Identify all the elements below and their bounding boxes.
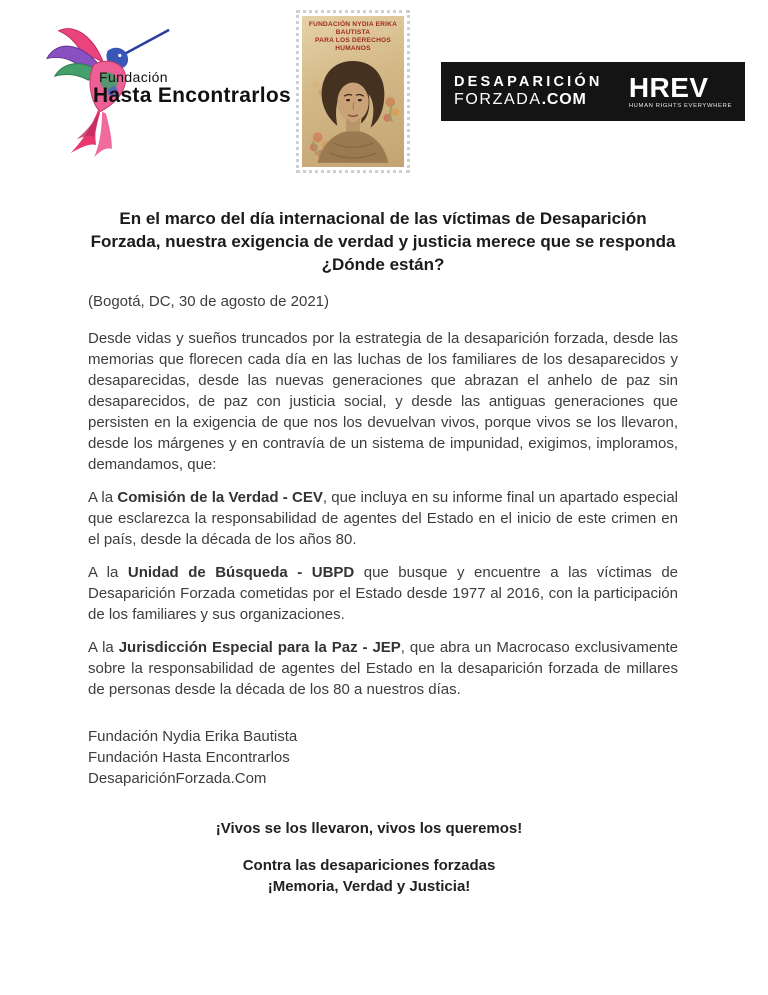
demand-entity: Comisión de la Verdad - CEV [117, 489, 323, 506]
document-title: En el marco del día internacional de las víctimas de Desaparición Forzada, nuestra exigencia de verdad y justicia merece que se responda ¿Dónde están? [90, 209, 676, 274]
stamp-inner [302, 16, 404, 167]
demand-prefix: A la [88, 489, 118, 506]
demand-paragraph-ubpd [88, 562, 678, 625]
demand-text: , que abra un Macrocaso exclusivamente sobre la responsabilidad de agentes del Estado en la desaparición forzada de millares de personas desde la década de los 80 a nuestros días. [88, 639, 679, 698]
hrev-text: HREV [628, 71, 709, 103]
signature-block [88, 726, 678, 789]
woman-portrait-icon [304, 49, 402, 167]
fhe-logo-text [93, 70, 291, 107]
signature-line: Fundación Hasta Encontrarlos [88, 749, 290, 766]
demand-prefix: A la [88, 639, 119, 656]
demand-prefix: A la [88, 564, 128, 581]
slogan-secondary-line2: ¡Memoria, Verdad y Justicia! [267, 878, 471, 895]
stamp-logo [296, 10, 410, 173]
demand-paragraph-cev [88, 487, 678, 550]
demand-text: , que incluya en su informe final un apartado especial que esclarezca la responsabilidad de agentes del Estado en el inicio de este crimen en el país, desde la década de los años 80. [88, 489, 678, 548]
df-word2-light: FORZADA [454, 91, 542, 109]
signature-line: DesapariciónForzada.Com [88, 770, 267, 787]
slogan-primary: ¡Vivos se los llevaron, vivos los queremos! [215, 820, 523, 837]
hrev-wordmark [628, 71, 732, 110]
slogan-secondary-line1: Contra las desapariciones forzadas [242, 857, 496, 874]
stamp-title [302, 16, 404, 53]
intro-paragraph: Desde vidas y sueños truncados por la estrategia de la desaparición forzada, desde las memorias que florecen cada día en las luchas de los familiares de los desaparecidos y desaparecidas, desde las nuevas generaciones que abrazan el anhelo de paz sin desaparecidos, de paz con justicia social, y desde las antiguas generaciones que persisten en la exigencia de que nos los devuelvan vivos, porque vivos se los llevaron, desde los márgenes y en contravía de un sistema de impunidad, exigimos, imploramos, demandamos, que: [88, 330, 678, 473]
document-body [88, 207, 678, 897]
demand-entity: Unidad de Búsqueda - UBPD [127, 564, 355, 581]
df-word2-suffix: .COM [541, 91, 587, 109]
demand-text: que busque y encuentre a las víctimas de Desaparición Forzada cometidas por el Estado desde 1977 al 2016, con la participación de los familiares y sus organizaciones. [88, 564, 678, 623]
closing-slogans [88, 818, 678, 897]
dateline: (Bogotá, DC, 30 de agosto de 2021) [88, 293, 329, 310]
stamp-title-line2: PARA LOS DERECHOS HUMANOS [315, 37, 391, 52]
fhe-logo [37, 12, 291, 167]
header [0, 0, 768, 185]
df-hrev-banner [441, 62, 745, 121]
df-word2 [454, 92, 603, 108]
demand-paragraph-jep [88, 637, 678, 700]
stamp-title-line1: FUNDACIÓN NYDIA ERIKA BAUTISTA [308, 21, 398, 36]
df-wordmark [454, 75, 603, 109]
df-word1: DESAPARICIÓN [454, 73, 603, 90]
hrev-subtext: HUMAN RIGHTS EVERYWHERE [628, 102, 732, 109]
fhe-name-line2: Hasta Encontrarlos [93, 83, 291, 107]
demand-entity: Jurisdicción Especial para la Paz - JEP [118, 639, 401, 656]
fhe-name-line1: Fundación [99, 69, 168, 85]
signature-line: Fundación Nydia Erika Bautista [88, 728, 298, 745]
slogan-secondary [88, 855, 650, 897]
